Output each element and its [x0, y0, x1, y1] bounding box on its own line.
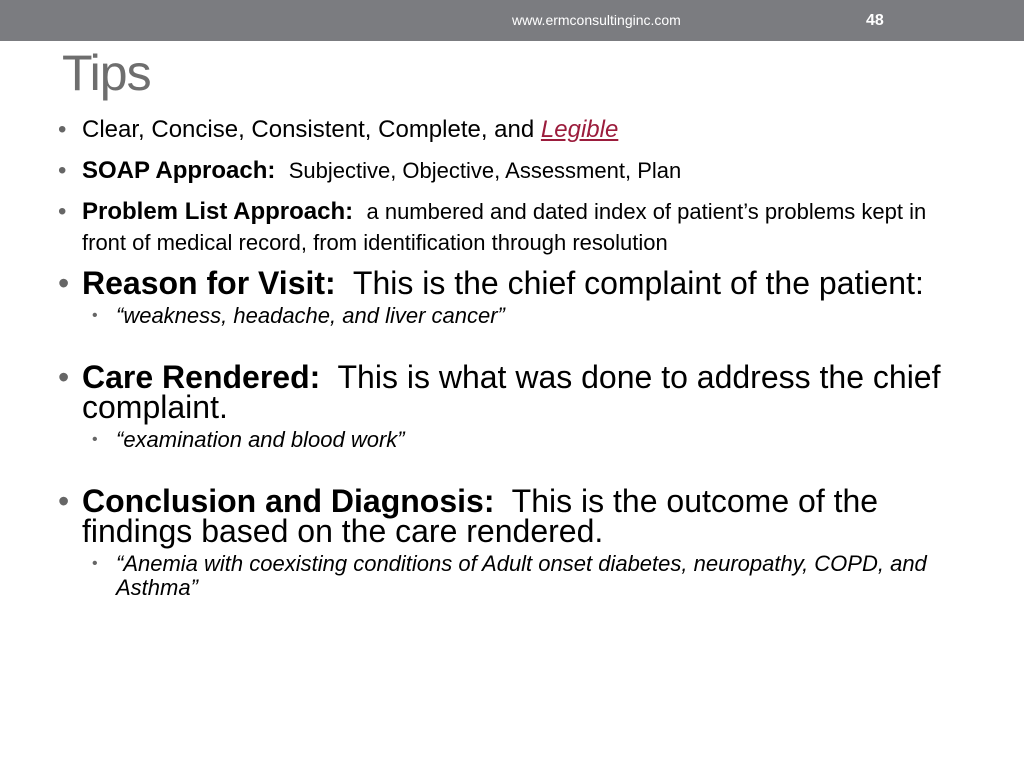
- bullet-clear-text: Clear, Concise, Consistent, Complete, and: [82, 116, 541, 143]
- bullet-problem-list: [58, 196, 968, 258]
- soap-description: Subjective, Objective, Assessment, Plan: [288, 158, 682, 183]
- conclusion-quote: [82, 552, 968, 600]
- legible-emphasis: Legible: [540, 116, 619, 143]
- bullet-care-rendered: [58, 359, 968, 452]
- bullet-list: [58, 114, 968, 600]
- problem-list-label: Problem List Approach:: [82, 198, 354, 225]
- reason-quote: [82, 304, 968, 328]
- bullet-clear: [58, 114, 968, 145]
- reason-description: This is the chief complaint of the patient:: [352, 265, 924, 301]
- bullet-marker: •: [58, 483, 70, 519]
- sub-bullet-marker: •: [92, 307, 98, 324]
- bullet-conclusion: [58, 483, 968, 600]
- care-quote: [82, 428, 968, 452]
- bullet-soap: [58, 155, 968, 186]
- slide-number: 48: [866, 12, 884, 29]
- bullet-marker: •: [58, 265, 70, 301]
- bullet-marker: •: [58, 359, 70, 395]
- slide-title: Tips: [62, 45, 151, 101]
- bullet-marker: •: [58, 116, 67, 143]
- conclusion-label: Conclusion and Diagnosis:: [82, 483, 495, 519]
- sub-bullet-marker: •: [92, 431, 98, 448]
- website-url: www.ermconsultinginc.com: [512, 12, 681, 28]
- conclusion-description: This is the outcome of the findings based on the care rendered.: [82, 483, 879, 549]
- header-bar: [0, 0, 1024, 41]
- bullet-reason-for-visit: [58, 265, 968, 328]
- care-label: Care Rendered:: [82, 359, 321, 395]
- bullet-marker: •: [58, 198, 67, 225]
- care-description: This is what was done to address the chief complaint.: [82, 359, 941, 425]
- care-quote-text: “examination and blood work”: [116, 427, 405, 452]
- reason-label: Reason for Visit:: [82, 265, 336, 301]
- reason-quote-text: “weakness, headache, and liver cancer”: [116, 303, 505, 328]
- bullet-marker: •: [58, 157, 67, 184]
- soap-label: SOAP Approach:: [82, 157, 276, 184]
- problem-list-description: a numbered and dated index of patient’s problems kept in front of medical record, from identification through resolution: [82, 199, 927, 255]
- conclusion-quote-text: “Anemia with coexisting conditions of Adult onset diabetes, neuropathy, COPD, and Asthma”: [116, 551, 927, 600]
- sub-bullet-marker: •: [92, 555, 98, 572]
